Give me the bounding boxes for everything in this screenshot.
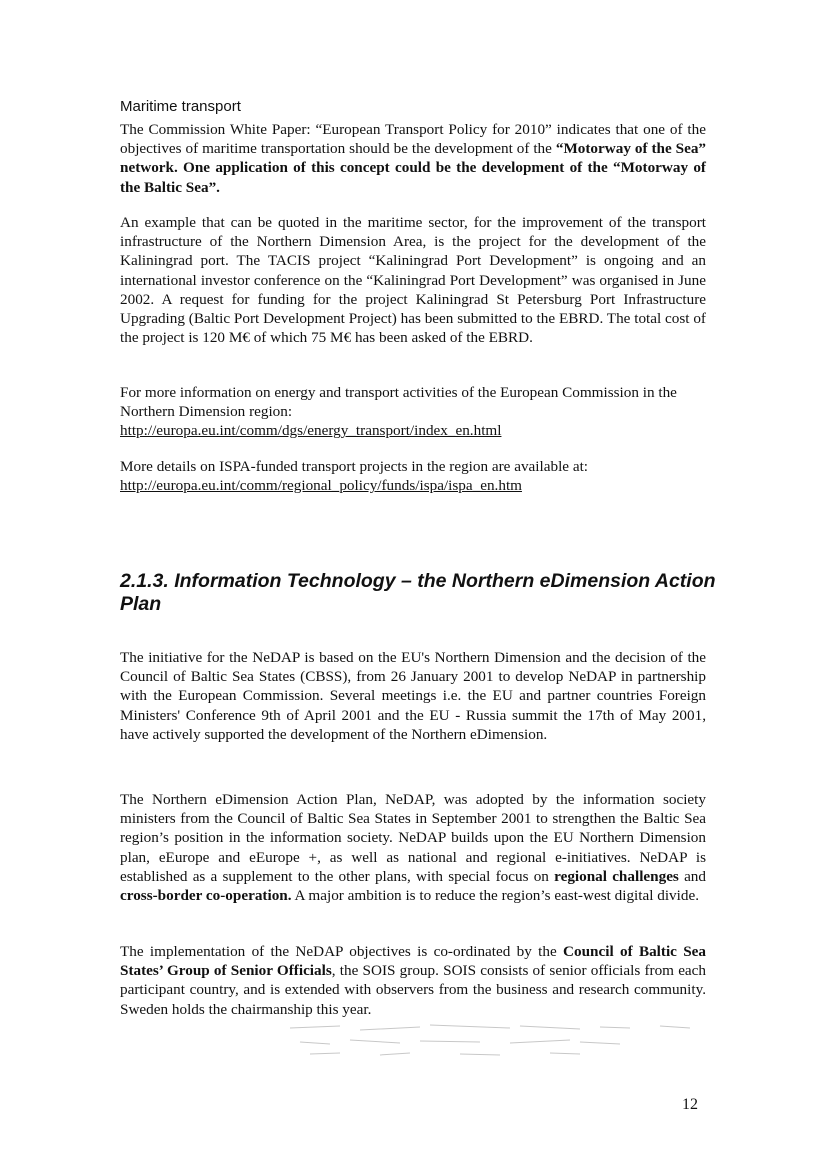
ispa-info-text: More details on ISPA-funded transport projects in the region are available at: bbox=[120, 458, 589, 475]
nedap-paragraph-2 bbox=[120, 790, 706, 905]
maritime-paragraph-2: An example that can be quoted in the maritime sector, for the improvement of the transport infrastructure of the Northern Dimension Area, is the project for the development of the Kaliningrad port. The TACIS project “Kaliningrad Port Development” is ongoing and an international investor conference on the “Kaliningrad Port Development” was organised in June 2002. A request for funding for the project Kaliningrad St Petersburg Port Infrastructure Upgrading (Baltic Port Development Project) has been submitted to the EBRD. The total cost of the project is 120 M€ of which 75 M€ has been asked of the EBRD. bbox=[120, 214, 706, 347]
nedap-p3-text-c: , the SOIS group. SOIS consists of senior officials from each participant country, and is extended with observers from the business and research community. Sweden holds the chairmanship this year. bbox=[120, 962, 707, 1018]
maritime-p1-bold: “Motorway of the Sea” network. One application of this concept could be the development of the “Motorway of the Baltic Sea”. bbox=[120, 140, 707, 196]
nedap-p3-bold-council: Council of Baltic Sea States’ Group of Senior Officials bbox=[120, 943, 707, 980]
maritime-subheading: Maritime transport bbox=[120, 98, 241, 115]
maritime-paragraph-1 bbox=[120, 120, 706, 197]
maritime-p1-text: The Commission White Paper: “European Transport Policy for 2010” indicates that one of the objectives of maritime transportation should be the development of the bbox=[120, 121, 706, 158]
nedap-paragraph-3 bbox=[120, 942, 706, 1019]
nedap-p2-bold-regional: regional challenges bbox=[554, 867, 679, 885]
page-number: 12 bbox=[682, 1096, 698, 1113]
maritime-paragraph-4 bbox=[120, 457, 706, 495]
nedap-p2-text-e: A major ambition is to reduce the region’s east-west digital divide. bbox=[291, 887, 699, 905]
maritime-paragraph-3 bbox=[120, 383, 706, 441]
section-heading-information-technology: 2.1.3. Information Technology – the Northern eDimension Action Plan bbox=[120, 570, 716, 615]
nedap-p2-text-c: and bbox=[678, 867, 706, 885]
nedap-p2-bold-crossborder: cross-border co-operation. bbox=[120, 887, 292, 905]
energy-info-text: For more information on energy and transport activities of the European Commission in the Northern Dimension region: bbox=[120, 384, 677, 421]
nedap-p3-text-a: The implementation of the NeDAP objectives is co-ordinated by the bbox=[120, 943, 564, 960]
nedap-p2-text-a: The Northern eDimension Action Plan, NeDAP, was adopted by the information society ministers from the Council of Baltic Sea States in September 2001 to strengthen the Baltic Sea region’s position in the information society. NeDAP builds upon the EU Northern Dimension plan, eEurope and eEurope +, as well as national and regional e-initiatives. NeDAP is established as a supplement to the other plans, with special focus on bbox=[120, 791, 706, 885]
nedap-paragraph-1: The initiative for the NeDAP is based on the EU's Northern Dimension and the decision of the Council of Baltic Sea States (CBSS), from 26 January 2001 to develop NeDAP in partnership with the European Commission. Several meetings i.e. the EU and partner countries Foreign Ministers' Conference 9th of April 2001 and the EU - Russia summit the 17th of May 2001, have actively supported the development of the Northern eDimension. bbox=[120, 649, 706, 743]
scan-artifact bbox=[280, 1022, 700, 1062]
energy-transport-link[interactable]: http://europa.eu.int/comm/dgs/energy_transport/index_en.html bbox=[120, 422, 502, 440]
ispa-link[interactable]: http://europa.eu.int/comm/regional_policy/funds/ispa/ispa_en.htm bbox=[120, 477, 522, 495]
